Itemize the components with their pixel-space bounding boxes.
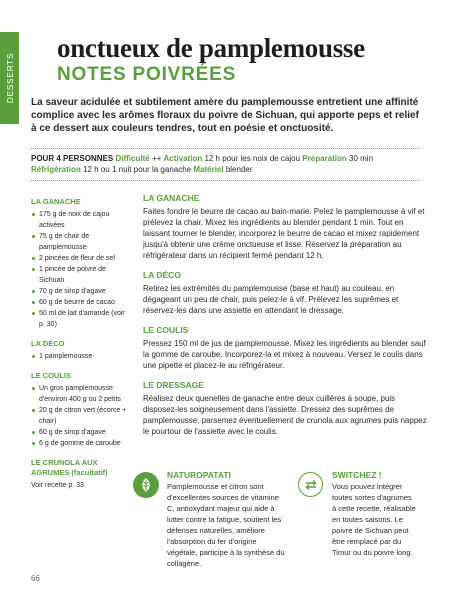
steps-column bbox=[143, 193, 427, 446]
switchez-box bbox=[298, 470, 418, 558]
list-item: 75 g de chair de pamplemousse bbox=[31, 231, 131, 253]
step-text: Réalisez deux quenelles de ganache entre deux cuillères à soupe, puis disposez-les soigneusement dans l'assiette. Dressez des suprêmes de pamplemousse, parsemez éventuellement de crunola aux agrumes puis nappez le pourtour de l'assiette avec le coulis. bbox=[143, 394, 427, 436]
ingredients-ganache-list bbox=[31, 209, 131, 330]
servings: POUR 4 PERSONNES bbox=[31, 154, 114, 163]
list-item: 175 g de noix de cajou activées bbox=[31, 209, 131, 231]
activation-label: Activation bbox=[163, 154, 203, 163]
ingredients-crunola-title: LE CRUNOLA AUX AGRUMES (facultatif) bbox=[31, 458, 108, 477]
crunola-reference: Voir recette p. 33 bbox=[31, 482, 84, 489]
naturopatati-box bbox=[133, 470, 285, 569]
swap-arrows-icon bbox=[298, 472, 323, 497]
step-text: Retirez les extrémités du pamplemousse (base et haut) au couteau, en dégageant un peu de chair, puis pelez-le à vif. Prélevez les suprêmes et réservez-les dans une assiette en attendant le dressage. bbox=[143, 284, 399, 315]
material-label: Matériel bbox=[193, 165, 224, 174]
leaf-icon bbox=[133, 472, 159, 498]
step-title: LE COULIS bbox=[143, 325, 189, 335]
ingredients-column bbox=[31, 197, 131, 491]
refrigeration-label: Réfrigération bbox=[31, 165, 81, 174]
list-item: 70 g de sirop d'agave bbox=[31, 286, 131, 297]
list-item: 1 pincée de poivre de Sichuan bbox=[31, 264, 131, 286]
ingredients-deco-list bbox=[31, 351, 131, 362]
difficulty-value: ++ bbox=[151, 154, 162, 163]
ingredients-coulis-title: LE COULIS bbox=[31, 371, 72, 380]
activation-value: 12 h pour les noix de cajou bbox=[204, 154, 301, 163]
step-text: Faites fondre le beurre de cacao au bain-marie. Pelez le pamplemousse à vif et prélevez la chair. Mixez les ingrédients au blender pendant 1 min. Tout en laissant tourner le blender, incorporez le beurre de cacao et mixez rapidement jusqu'à obtenir une crème onctueuse et lisse. Réservez la préparation au réfrigérateur dans un récipient fermé pendant 12 h. bbox=[143, 207, 425, 260]
list-item: 50 ml de lait d'amande (voir p. 30) bbox=[31, 308, 131, 330]
naturopatati-title: NATUROPATATI bbox=[167, 470, 231, 480]
difficulty-label: Difficulté bbox=[115, 154, 150, 163]
ingredients-coulis-list bbox=[31, 383, 131, 449]
divider-bottom bbox=[31, 180, 420, 181]
section-tab bbox=[0, 32, 19, 124]
switchez-title: SWITCHEZ ! bbox=[332, 470, 382, 480]
section-tab-label: DESSERTS bbox=[4, 52, 15, 104]
recipe-title: onctueux de pamplemousse bbox=[57, 33, 365, 63]
page-number: 66 bbox=[31, 574, 40, 583]
step-text: Pressez 150 ml de jus de pamplemousse. Mixez les ingrédients au blender sauf la gomme de caroube. Incorporez-la et mixez à nouveau. Versez le coulis dans une pipette et placez-le au réfrigérateur. bbox=[143, 339, 426, 370]
recipe-meta bbox=[31, 153, 421, 175]
recipe-subtitle: NOTES POIVRÉES bbox=[57, 64, 237, 85]
recipe-intro: La saveur acidulée et subtilement amère du pamplemousse entretient une affinité complice avec les arômes floraux du poivre de Sichuan, qui apporte peps et relief à ce dessert aux couleurs tendres, tout en poésie et onctuosité. bbox=[31, 97, 419, 134]
preparation-value: 30 min bbox=[349, 154, 374, 163]
list-item: Un gros pamplemousse d'environ 400 g ou 2 petits bbox=[31, 383, 131, 405]
list-item: 60 g de beurre de cacao bbox=[31, 297, 131, 308]
material-value: blender bbox=[225, 165, 253, 174]
switchez-text: Vous pouvez intégrer toutes sortes d'agrumes à cette recette, réalisable en toutes saisons. Le poivre de Sichuan peut être remplacé par du Timur ou du poivre long. bbox=[332, 482, 416, 557]
list-item: 2 pincées de fleur de sel bbox=[31, 253, 131, 264]
step-title: LE DRESSAGE bbox=[143, 380, 204, 390]
step-title: LA GANACHE bbox=[143, 193, 200, 203]
ingredients-ganache-title: LA GANACHE bbox=[31, 197, 81, 206]
divider-top bbox=[31, 148, 420, 149]
list-item: 1 pamplemousse bbox=[31, 351, 131, 362]
refrigeration-value: 12 h ou 1 nuit pour la ganache bbox=[83, 165, 192, 174]
ingredients-deco-title: LA DÉCO bbox=[31, 339, 65, 348]
naturopatati-text: Pamplemousse et citron sont d'excellentes sources de vitamine C, antioxydant majeur qui aide à lutter contre la fatigue, soutient les défenses naturelles, améliore l'absorption du fer d'origine végétale, participe à la synthèse du collagène. bbox=[167, 482, 285, 568]
list-item: 6 g de gomme de caroube bbox=[31, 438, 131, 449]
list-item: 60 g de sirop d'agave bbox=[31, 427, 131, 438]
preparation-label: Préparation bbox=[302, 154, 347, 163]
list-item: 20 g de citron vert (écorce + chair) bbox=[31, 405, 131, 427]
step-title: LA DÉCO bbox=[143, 270, 181, 280]
